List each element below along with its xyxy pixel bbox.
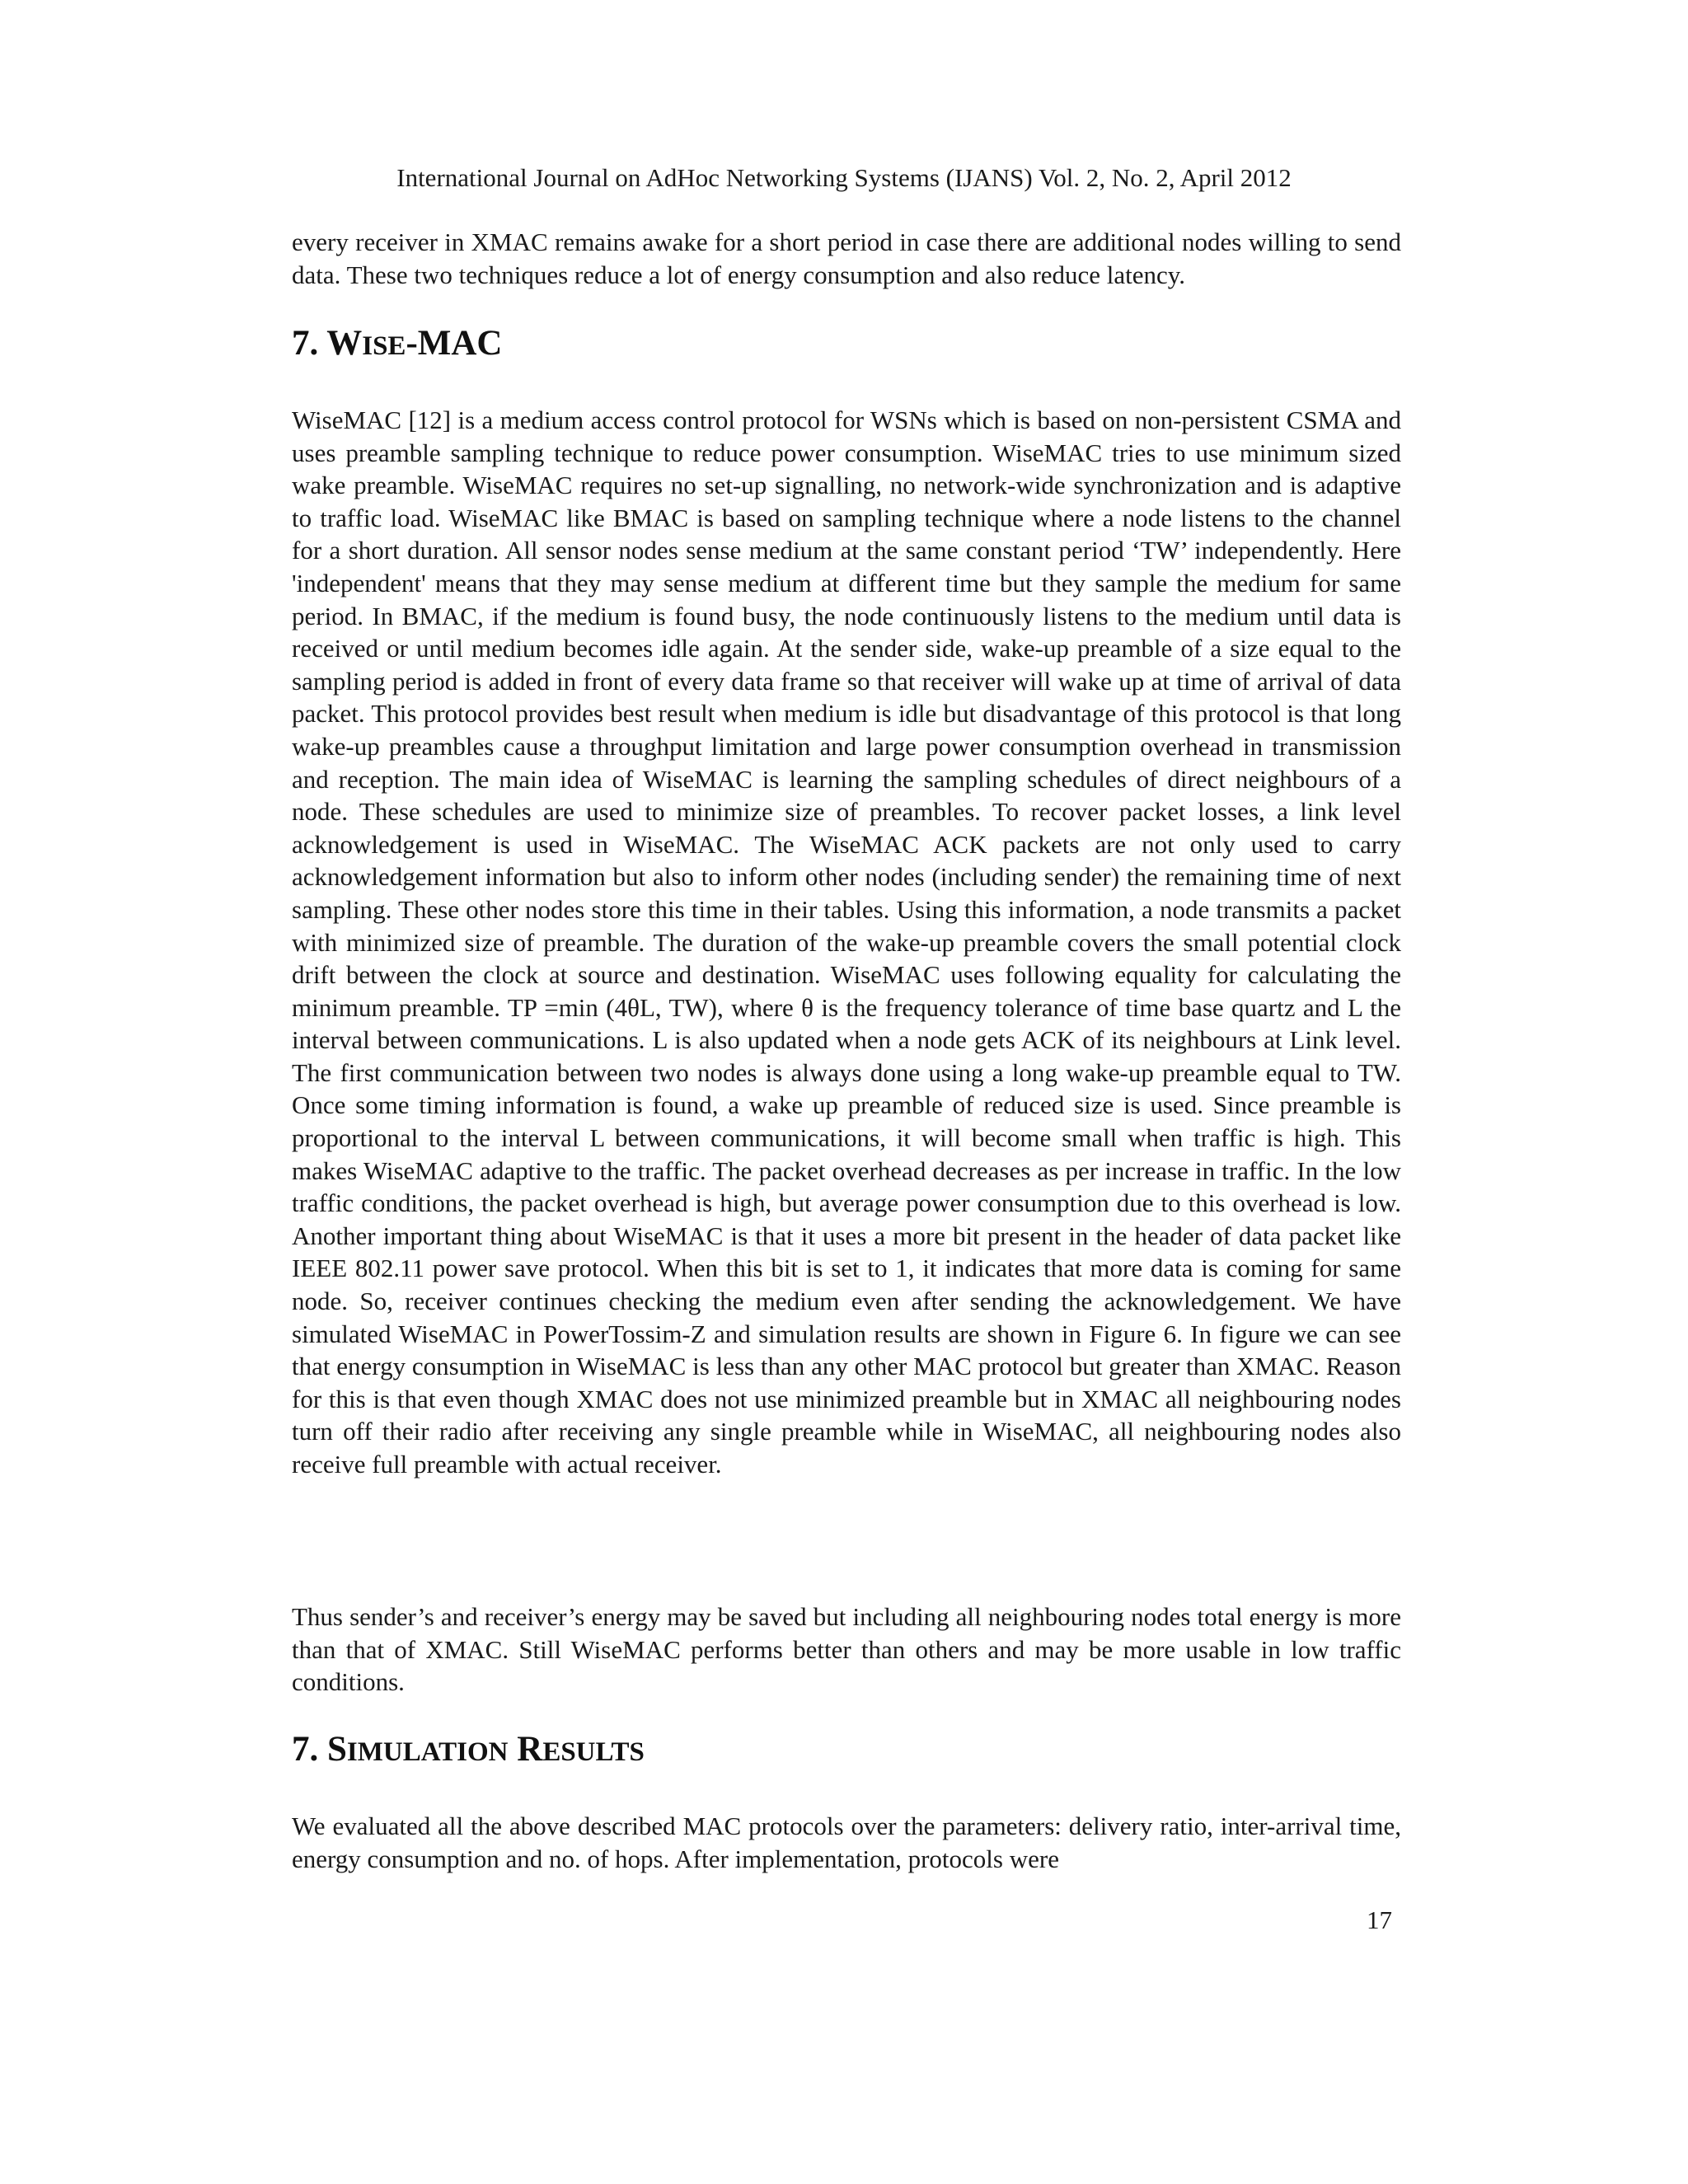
wisemac-body	[292, 404, 1401, 1481]
wisemac-paragraph-1: WiseMAC [12] is a medium access control protocol for WSNs which is based on non-persistent CSMA and uses preamble sampling technique to reduce power consumption. WiseMAC tries to use minimum sized wake preamble. WiseMAC requires no set-up signalling, no network-wide synchronization and is adaptive to traffic load. WiseMAC like BMAC is based on sampling technique where a node listens to the channel for a short duration. All sensor nodes sense medium at the same constant period ‘TW’ independently. Here 'independent' means that they may sense medium at different time but they sample the medium for same period. In BMAC, if the medium is found busy, the node continuously listens to the medium until data is received or until medium becomes idle again. At the sender side, wake-up preamble of a size equal to the sampling period is added in front of every data frame so that receiver will wake up at time of arrival of data packet. This protocol provides best result when medium is idle but disadvantage of this protocol is that long wake-up preambles cause a throughput limitation and large power consumption overhead in transmission and reception. The main idea of WiseMAC is learning the sampling schedules of direct neighbours of a node. These schedules are used to minimize size of preambles. To recover packet losses, a link level acknowledgement is used in WiseMAC. The WiseMAC ACK packets are not only used to carry acknowledgement information but also to inform other nodes (including sender) the remaining time of next sampling. These other nodes store this time in their tables. Using this information, a node transmits a packet with minimized size of preamble. The duration of the wake-up preamble covers the small potential clock drift between the clock at source and destination. WiseMAC uses following equality for calculating the minimum preamble. TP =min (4θL, TW), where θ is the frequency tolerance of time base quartz and L the interval between communications. L is also updated when a node gets ACK of its neighbours at Link level. The first communication between two nodes is always done using a long wake-up preamble equal to TW. Once some timing information is found, a wake up preamble of reduced size is used. Since preamble is proportional to the interval L between communications, it will become small when traffic is high. This makes WiseMAC adaptive to the traffic. The packet overhead decreases as per increase in traffic. In the low traffic conditions, the packet overhead is high, but average power consumption due to this overhead is low. Another important thing about WiseMAC is that it uses a more bit present in the header of data packet like IEEE 802.11 power save protocol. When this bit is set to 1, it indicates that more data is coming for same node. So, receiver continues checking the medium even after sending the acknowledgement. We have simulated WiseMAC in PowerTossim-Z and simulation results are shown in Figure 6. In figure we can see that energy consumption in WiseMAC is less than any other MAC protocol but greater than XMAC. Reason for this is that even though XMAC does not use minimized preamble but in XMAC all neighbouring nodes turn off their radio after receiving any single preamble while in WiseMAC, all neighbouring nodes also receive full preamble with actual receiver.	[292, 405, 1401, 1479]
section-heading-simulation	[292, 1729, 645, 1773]
page-number: 17	[1367, 1905, 1392, 1934]
running-header: International Journal on AdHoc Networking Systems (IJANS) Vol. 2, No. 2, April 2012	[396, 163, 1292, 192]
wisemac-paragraph-2: Thus sender’s and receiver’s energy may be saved but including all neighbouring nodes total energy is more than that of XMAC. Still WiseMAC performs better than others and may be more usable in low traffic conditions.	[292, 1602, 1401, 1697]
intro-paragraph	[292, 226, 1401, 291]
simulation-paragraph-1: We evaluated all the above described MAC protocols over the parameters: delivery ratio, inter-arrival time, energy consumption and no. of hops. After implementation, protocols were	[292, 1811, 1401, 1873]
wisemac-body-2	[292, 1601, 1401, 1699]
heading-initial: R	[517, 1730, 543, 1769]
section-number: 7.	[292, 1730, 319, 1769]
heading-initial: S	[327, 1730, 347, 1769]
heading-small-caps: ESULTS	[542, 1737, 645, 1767]
heading-small-caps: ISE	[362, 331, 406, 361]
paragraph-continuation: every receiver in XMAC remains awake for a short period in case there are additional nodes willing to send data. These two techniques reduce a lot of energy consumption and also reduce latency.	[292, 227, 1401, 289]
heading-initial: W	[326, 324, 363, 363]
simulation-body	[292, 1810, 1401, 1875]
section-number: 7.	[292, 324, 319, 363]
section-heading-wisemac	[292, 323, 502, 367]
heading-small-caps: IMULATION	[346, 1737, 509, 1767]
heading-rest: -MAC	[406, 324, 503, 363]
